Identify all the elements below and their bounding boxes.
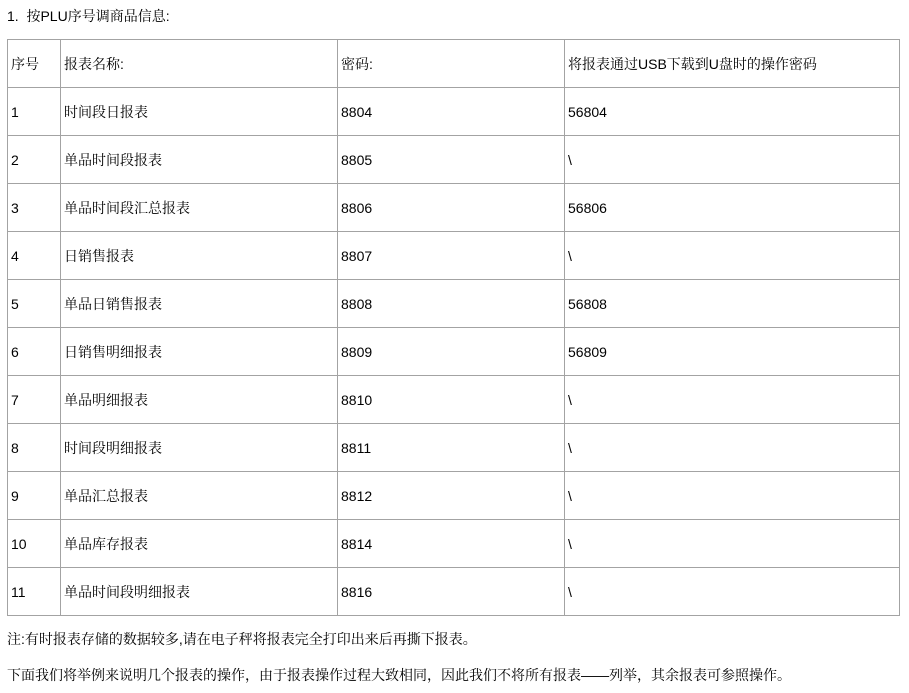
cell-usb-password: 56806 <box>565 184 900 232</box>
table-row <box>8 424 900 472</box>
cell-password: 8807 <box>338 232 565 280</box>
cell-password: 8809 <box>338 328 565 376</box>
table-row <box>8 328 900 376</box>
cell-usb-password: \ <box>565 136 900 184</box>
table-row <box>8 280 900 328</box>
cell-password: 8806 <box>338 184 565 232</box>
cell-password: 8814 <box>338 520 565 568</box>
cell-index: 7 <box>8 376 61 424</box>
table-header-row <box>8 40 900 88</box>
cell-report-name: 单品日销售报表 <box>61 280 338 328</box>
note-examples: 下面我们将举例来说明几个报表的操作，由于报表操作过程大致相同，因此我们不将所有报表——列举，其余报表可参照操作。 <box>7 667 791 683</box>
column-header-usb-password: 将报表通过USB下载到U盘时的操作密码 <box>565 40 900 88</box>
column-header-password: 密码: <box>338 40 565 88</box>
table-row <box>8 520 900 568</box>
cell-report-name: 时间段明细报表 <box>61 424 338 472</box>
table-body <box>8 88 900 616</box>
cell-index: 9 <box>8 472 61 520</box>
cell-password: 8808 <box>338 280 565 328</box>
cell-index: 4 <box>8 232 61 280</box>
cell-usb-password: \ <box>565 232 900 280</box>
note-tear-off: 注:有时报表存储的数据较多,请在电子秤将报表完全打印出来后再撕下报表。 <box>7 631 477 647</box>
cell-password: 8804 <box>338 88 565 136</box>
cell-usb-password: 56809 <box>565 328 900 376</box>
table-row <box>8 88 900 136</box>
table-row <box>8 136 900 184</box>
table-row <box>8 184 900 232</box>
table-row <box>8 376 900 424</box>
cell-report-name: 单品汇总报表 <box>61 472 338 520</box>
table-row <box>8 472 900 520</box>
cell-index: 3 <box>8 184 61 232</box>
cell-index: 11 <box>8 568 61 616</box>
cell-report-name: 时间段日报表 <box>61 88 338 136</box>
cell-usb-password: 56804 <box>565 88 900 136</box>
cell-password: 8812 <box>338 472 565 520</box>
cell-report-name: 日销售明细报表 <box>61 328 338 376</box>
cell-password: 8805 <box>338 136 565 184</box>
cell-report-name: 单品时间段明细报表 <box>61 568 338 616</box>
cell-usb-password: \ <box>565 568 900 616</box>
cell-index: 5 <box>8 280 61 328</box>
cell-report-name: 单品时间段汇总报表 <box>61 184 338 232</box>
cell-report-name: 单品明细报表 <box>61 376 338 424</box>
cell-usb-password: \ <box>565 520 900 568</box>
cell-index: 1 <box>8 88 61 136</box>
cell-password: 8810 <box>338 376 565 424</box>
cell-usb-password: \ <box>565 472 900 520</box>
column-header-index: 序号 <box>8 40 61 88</box>
cell-index: 10 <box>8 520 61 568</box>
cell-password: 8816 <box>338 568 565 616</box>
page-title: 1. 按PLU序号调商品信息: <box>7 8 170 24</box>
cell-index: 8 <box>8 424 61 472</box>
cell-index: 2 <box>8 136 61 184</box>
cell-usb-password: \ <box>565 376 900 424</box>
report-password-table <box>7 39 900 616</box>
cell-report-name: 单品库存报表 <box>61 520 338 568</box>
cell-usb-password: \ <box>565 424 900 472</box>
cell-index: 6 <box>8 328 61 376</box>
cell-usb-password: 56808 <box>565 280 900 328</box>
table-row <box>8 232 900 280</box>
cell-report-name: 单品时间段报表 <box>61 136 338 184</box>
cell-password: 8811 <box>338 424 565 472</box>
column-header-report-name: 报表名称: <box>61 40 338 88</box>
cell-report-name: 日销售报表 <box>61 232 338 280</box>
table-row <box>8 568 900 616</box>
